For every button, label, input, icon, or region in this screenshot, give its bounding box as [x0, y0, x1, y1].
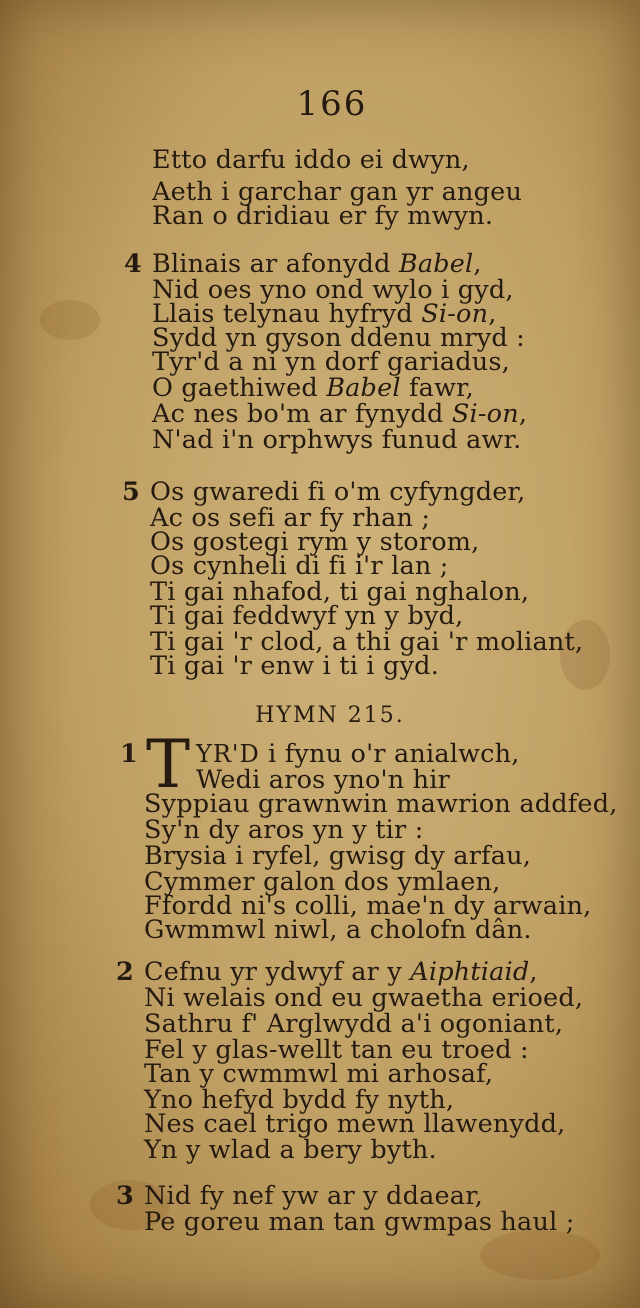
verse-line: Os gostegi rym y storom,	[150, 527, 480, 557]
verse-line: Nid fy nef yw ar y ddaear,	[144, 1181, 484, 1211]
verse-line: Nes cael trigo mewn llawenydd,	[144, 1109, 566, 1139]
verse-number: 5	[122, 477, 140, 507]
verse-line: Aeth i garchar gan yr angeu	[152, 177, 523, 207]
verse-line: Cymmer galon dos ymlaen,	[144, 867, 501, 897]
verse-line: Yno hefyd bydd fy nyth,	[144, 1085, 455, 1115]
verse-line: Pe goreu man tan gwmpas haul ;	[144, 1207, 575, 1237]
verse-line: Ni welais ond eu gwaetha erioed,	[144, 983, 584, 1013]
verse-line: Blinais ar afonydd Babel,	[152, 249, 482, 279]
verse-line: Yn y wlad a bery byth.	[144, 1135, 437, 1165]
verse-line: Fel y glas-wellt tan eu troed :	[144, 1035, 529, 1065]
verse-line: Ti gai feddwyf yn y byd,	[150, 601, 464, 631]
verse-line: Tyr'd a ni yn dorf gariadus,	[152, 347, 510, 377]
verse-number: 1	[120, 739, 138, 769]
verse-line: Os cynheli di fi i'r lan ;	[150, 551, 449, 581]
verse-line: Sydd yn gyson ddenu mryd :	[152, 323, 525, 353]
verse-line: Llais telynau hyfryd Si-on,	[152, 299, 497, 329]
verse-line: Etto darfu iddo ei dwyn,	[152, 145, 470, 175]
verse-line: Wedi aros yno'n hir	[196, 765, 451, 795]
verse-line: Ti gai 'r clod, a thi gai 'r moliant,	[150, 627, 584, 657]
verse-line: Ffordd ni's colli, mae'n dy arwain,	[144, 891, 592, 921]
verse-line: Sathru f' Arglwydd a'i ogoniant,	[144, 1009, 564, 1039]
verse-line: Cefnu yr ydwyf ar y Aiphtiaid,	[144, 957, 538, 987]
verse-number: 3	[116, 1181, 134, 1211]
verse-line: Syppiau grawnwin mawrion addfed,	[144, 789, 618, 819]
verse-line: Ac nes bo'm ar fynydd Si-on,	[152, 399, 528, 429]
verse-line: Gwmmwl niwl, a cholofn dân.	[144, 915, 532, 945]
verse-line: YR'D i fynu o'r anialwch,	[196, 739, 520, 769]
page-number: 166	[296, 84, 368, 124]
verse-number: 2	[116, 957, 134, 987]
verse-line: Ac os sefi ar fy rhan ;	[150, 503, 431, 533]
verse-number: 4	[124, 249, 142, 279]
drop-cap: T	[146, 726, 191, 803]
verse-line: Ran o dridiau er fy mwyn.	[152, 201, 494, 231]
stain	[40, 300, 100, 340]
verse-line: Tan y cwmmwl mi arhosaf,	[144, 1059, 494, 1089]
verse-line: O gaethiwed Babel fawr,	[152, 373, 474, 403]
verse-line: Os gwaredi fi o'm cyfyngder,	[150, 477, 526, 507]
verse-line: N'ad i'n orphwys funud awr.	[152, 425, 522, 455]
verse-line: Ti gai nhafod, ti gai nghalon,	[150, 577, 530, 607]
verse-line: Nid oes yno ond wylo i gyd,	[152, 275, 514, 305]
verse-line: Sy'n dy aros yn y tir :	[144, 815, 424, 845]
hymn-heading: HYMN 215.	[255, 703, 405, 728]
verse-line: Brysia i ryfel, gwisg dy arfau,	[144, 841, 532, 871]
verse-line: Ti gai 'r enw i ti i gyd.	[150, 651, 439, 681]
